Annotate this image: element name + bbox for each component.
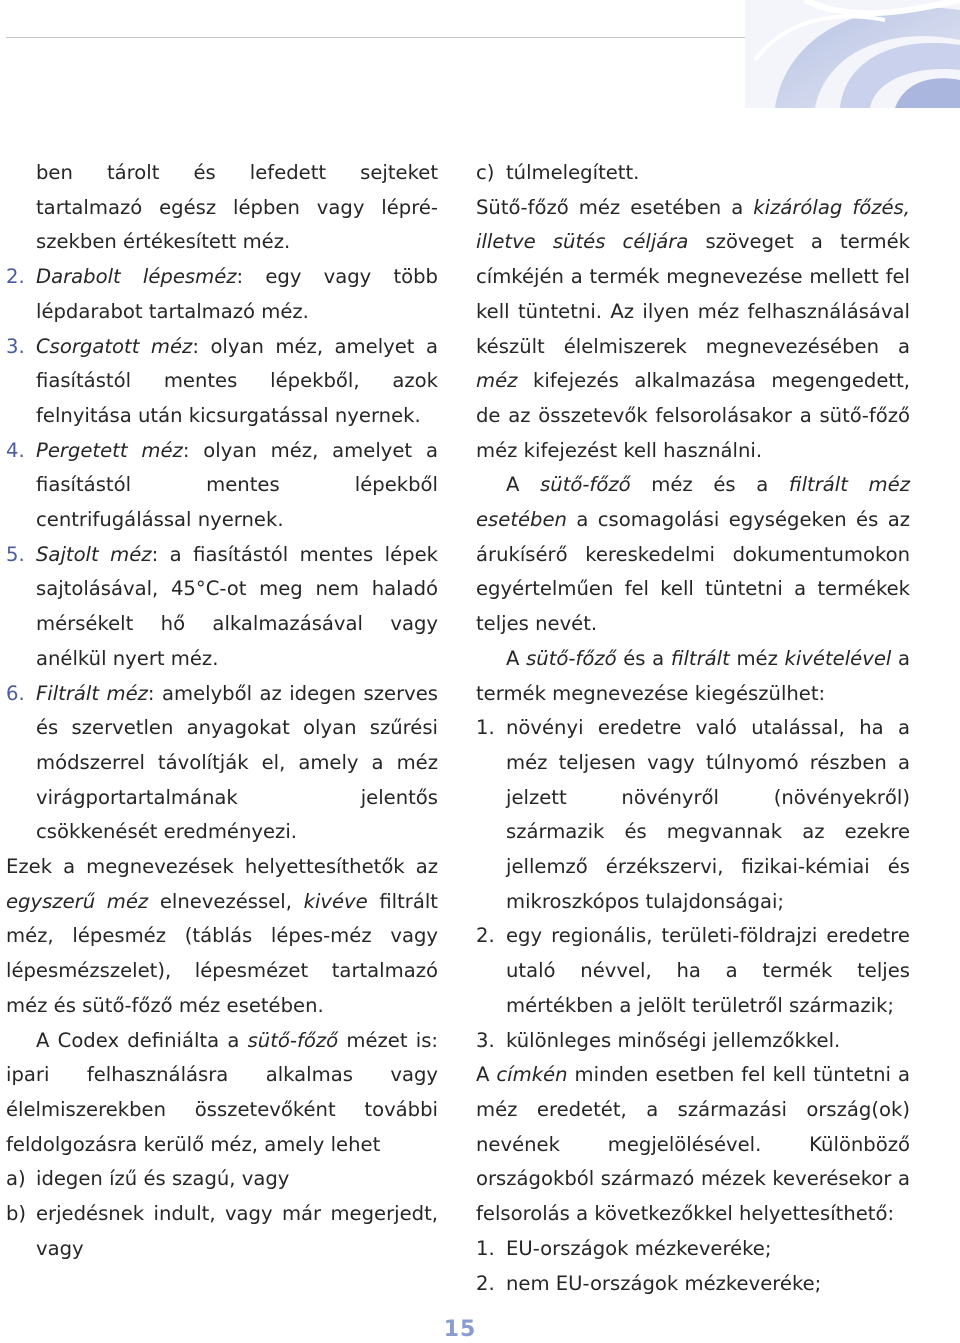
italic-run: filtrált méz esetében [476, 473, 910, 532]
text-run: A Codex definiálta a [36, 1028, 248, 1052]
list-number: 1. [476, 716, 495, 740]
list-text: idegen ízű és szagú, vagy [36, 1167, 290, 1191]
text-run: és a [616, 646, 671, 670]
paragraph-label-requirement [476, 191, 910, 469]
list-letter: b) [6, 1202, 27, 1226]
list-text: nem EU-országok mézkeveréke; [506, 1271, 822, 1295]
list-text: különleges minőségi jellemzőkkel. [506, 1028, 841, 1052]
text-run: méz és a [630, 473, 789, 497]
italic-run: kivételével [784, 646, 892, 670]
italic-run: sütő-főző [540, 473, 631, 497]
list-letter: a) [6, 1167, 26, 1191]
list-item-3 [476, 1024, 910, 1059]
text-run: elnevezéssel, [148, 889, 304, 913]
list-item-2 [6, 260, 438, 329]
paragraph-substitutions [6, 850, 438, 1024]
list-item-3 [6, 330, 438, 434]
definition: : a fiasítástól mentes lépek sajtolásával, 45°C-ot meg nem haladó mérsékelt hő alkalmazásával vagy anélkül nyert méz. [36, 542, 438, 670]
italic-run: filtrált [670, 646, 730, 670]
text-run: a termék megnevezése kiegészülhet: [476, 646, 910, 705]
text-run: Ezek a megnevezések helyettesíthetők az [6, 855, 438, 879]
list-number: 5. [6, 542, 25, 566]
list-item-c [476, 156, 910, 191]
term: Pergetett méz [36, 438, 183, 462]
list-text: EU-országok mézkeveréke; [506, 1236, 772, 1260]
text-run: A [506, 646, 527, 670]
list-text: növényi eredetre való utalással, ha a méz teljesen vagy túlnyomó részben a jelzett növényről (növényekről) származik és megvannak az ezekre jellemző érzékszervi, fizikai-kémiai és mikroszkópos tulajdonságai; [506, 716, 910, 913]
text-run: filtrált méz, lépesméz (táblás lépes-méz vagy lépesmézszelet), lépesmézet tartalmazó méz és sütő-főző méz esetében. [6, 889, 438, 1017]
term: Sajtolt méz [36, 542, 152, 566]
list-item-6 [6, 677, 438, 851]
list-number: 6. [6, 681, 25, 705]
italic-run: címkén [496, 1063, 568, 1087]
list-number: 2. [476, 1271, 495, 1295]
list-letter: c) [476, 161, 495, 184]
italic-run: sütő-főző [526, 646, 617, 670]
definition: : olyan méz, amelyet a fiasítástól mentes lépekből, azok felnyitása után kicsurgatással nyernek. [36, 334, 438, 427]
italic-run: sütő-főző [247, 1028, 339, 1052]
list-item-2 [476, 919, 910, 1023]
list-item-b [6, 1197, 438, 1266]
text-run: A [476, 1063, 497, 1087]
term: Filtrált méz [36, 681, 148, 705]
italic-run: egyszerű méz [6, 889, 149, 913]
paragraph-codex [6, 1024, 438, 1163]
list-text [36, 538, 438, 677]
left-column [6, 156, 438, 1267]
text-run: Sütő-főző méz esetében a [476, 195, 754, 219]
italic-run: méz [476, 369, 518, 393]
right-column [476, 156, 910, 1301]
definition: : amelyből az idegen szerves és szervetlen anyagokat olyan szűrési módszerrel távolítják el, amely a méz virágportartalmának jelentős csökkenését eredményezi. [36, 681, 439, 844]
left-continuation-paragraph: ben tárolt és lefedett sejteket tartalmazó egész lépben vagy léprészekben értékesített méz. [36, 161, 438, 254]
list-item-1 [476, 711, 910, 919]
list-number: 1. [476, 1236, 495, 1260]
list-text: egy regionális, területi-földrajzi eredetre utaló névvel, ha a termék teljes mértékben a jelölt területről származik; [506, 924, 910, 1017]
list-item-non-eu [476, 1267, 910, 1302]
italic-run: kizárólag főzés, illetve sütés céljára [476, 195, 910, 254]
definition: : olyan méz, amelyet a fiasítástól mentes lépekből centrifugálással nyernek. [36, 438, 438, 532]
text-run: A [506, 473, 541, 497]
list-text [36, 434, 438, 538]
list-text: erjedésnek indult, vagy már megerjedt, vagy [36, 1202, 438, 1260]
list-number: 2. [476, 924, 495, 948]
paragraph-supplement [476, 642, 910, 711]
logo-emblem [745, 0, 960, 108]
definition: : egy vagy több lépdarabot tartalmazó méz. [36, 265, 438, 323]
list-text [36, 260, 438, 329]
text-run: szöveget a termék címkéjén a termék megnevezése mellett fel kell tüntetni. Az ilyen méz felhasználásával készült élelmiszerek megnevezésében a [476, 230, 910, 358]
term: Csorgatott méz [36, 334, 193, 358]
list-text [36, 677, 438, 851]
list-text: túlmelegített. [506, 161, 640, 184]
list-number: 3. [6, 334, 25, 358]
list-item-4 [6, 434, 438, 538]
list-item-5 [6, 538, 438, 677]
text-run: kifejezés alkalmazása megengedett, de az összetevők felsorolásakor a sütő-főző méz kifejezést kell használni. [476, 369, 910, 462]
term: Darabolt lépesméz [36, 265, 237, 289]
list-item-eu [476, 1232, 910, 1267]
list-number: 3. [476, 1028, 495, 1052]
page-number: 15 [443, 1317, 477, 1342]
list-item-a [6, 1162, 438, 1197]
paragraph-packaging [476, 468, 910, 642]
text-run: a csomagolási egységeken és az árukísérő kereskedelmi dokumentumokon egyértelműen fel kell tüntetni a termékek teljes nevét. [476, 508, 910, 636]
paragraph-origin [476, 1058, 910, 1232]
italic-run: kivéve [303, 889, 368, 913]
list-number: 2. [6, 265, 25, 289]
list-number: 4. [6, 438, 25, 462]
text-run: méz [729, 646, 785, 670]
text-run: mézet is: ipari felhasználásra alkalmas vagy élelmiszerekben összetevőként további feldolgozásra kerülő méz, amely lehet [6, 1028, 439, 1156]
text-run: minden esetben fel kell tüntetni a méz eredetét, a származási ország(ok) nevének megjelölésével. Különböző országokból származó mézek keverésekor a felsorolás a következőkkel helyettesíthető: [476, 1063, 910, 1226]
list-text [36, 330, 438, 434]
